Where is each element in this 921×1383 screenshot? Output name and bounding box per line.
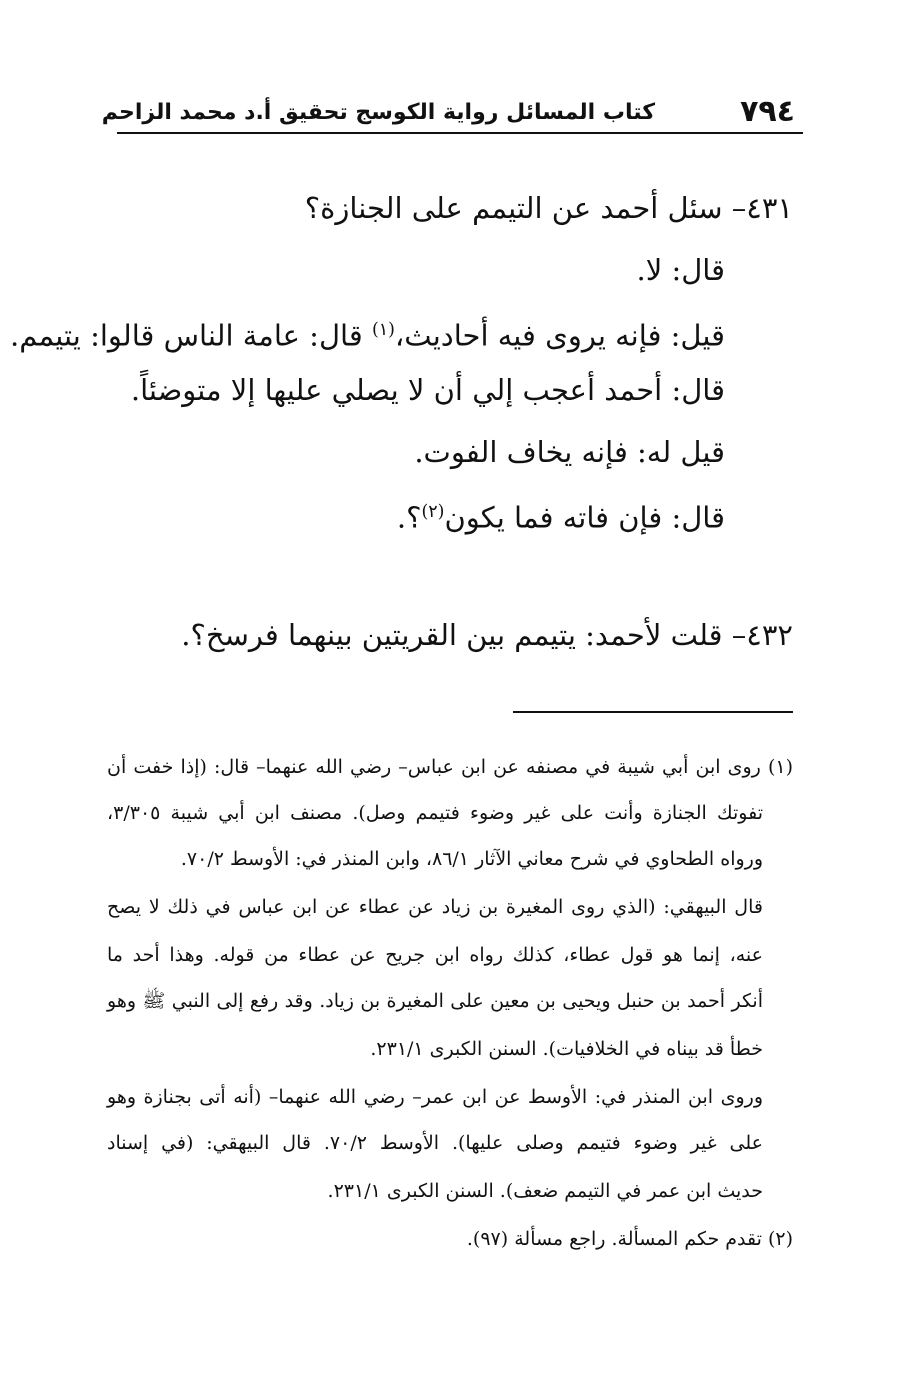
question-432-heading	[181, 615, 793, 655]
footnote-ref-2[interactable]: (٢)	[421, 502, 445, 522]
footnote-line: عنه، إنما هو قول عطاء، كذلك رواه ابن جريح عن عطاء من قوله. وهذا أحد ما	[107, 944, 763, 966]
question-dash: –	[731, 191, 747, 225]
answer-line: قال: أحمد أعجب إلي أن لا يصلي عليها إلا متوضئاً.	[130, 373, 725, 407]
question-dash: –	[731, 618, 747, 652]
footnote-line: (١) روى ابن أبي شيبة في مصنفه عن ابن عباس– رضي الله عنهما– قال: (إذا خفت أن	[107, 756, 793, 778]
footnote-line: أنكر أحمد بن حنبل ويحيى بن معين على المغيرة بن زياد. وقد رفع إلى النبي ﷺ وهو	[107, 990, 763, 1012]
answer-line	[397, 492, 725, 538]
footnote-line: حديث ابن عمر في التيمم ضعف). السنن الكبرى ٢٣١/١.	[327, 1180, 763, 1202]
answer-text: قال: فإن فاته فما يكون	[444, 500, 725, 535]
footnote-line: قال البيهقي: (الذي روى المغيرة بن زياد عن عطاء عن ابن عباس في ذلك لا يصح	[107, 896, 763, 918]
footnote-line: (٢) تقدم حكم المسألة. راجع مسألة (٩٧).	[466, 1228, 793, 1250]
footnote-line: تفوتك الجنازة وأنت على غير وضوء فتيمم وصل). مصنف ابن أبي شيبة ٣/٣٠٥،	[107, 802, 763, 824]
answer-punct: ؟.	[396, 500, 422, 535]
question-text: قلت لأحمد: يتيمم بين القريتين بينهما فرسخ؟.	[181, 618, 723, 652]
page-number: ٧٩٤	[740, 94, 795, 129]
question-text: سئل أحمد عن التيمم على الجنازة؟	[304, 191, 723, 225]
question-number: ٤٣٢	[746, 618, 793, 652]
question-431-heading	[305, 188, 793, 228]
footnote-ref-1[interactable]: (١)	[371, 320, 395, 340]
running-title: كتاب المسائل رواية الكوسج تحقيق أ.د محمد الزاحم	[101, 100, 655, 125]
page-header	[101, 92, 803, 134]
reply-line	[10, 310, 725, 356]
reply-text-a: قيل: فإنه يروى فيه أحاديث،	[394, 318, 725, 353]
footnote-line: على غير وضوء فتيمم وصلى عليها). الأوسط ٧٠/٢. قال البيهقي: (في إسناد	[107, 1132, 764, 1154]
answer-line: قال: لا.	[636, 253, 725, 287]
question-line: قيل له: فإنه يخاف الفوت.	[414, 435, 725, 469]
footnote-line: خطأ قد بيناه في الخلافيات). السنن الكبرى ٢٣١/١.	[370, 1038, 763, 1060]
footnote-line: وروى ابن المنذر في: الأوسط عن ابن عمر– رضي الله عنهما– (أنه أتى بجنازة وهو	[107, 1086, 763, 1108]
reply-text-b: قال: عامة الناس قالوا: يتيمم.	[10, 318, 363, 353]
question-number: ٤٣١	[746, 191, 793, 225]
footnote-divider	[513, 711, 793, 713]
footnote-line: ورواه الطحاوي في شرح معاني الآثار ٨٦/١، وابن المنذر في: الأوسط ٧٠/٢.	[180, 848, 763, 870]
